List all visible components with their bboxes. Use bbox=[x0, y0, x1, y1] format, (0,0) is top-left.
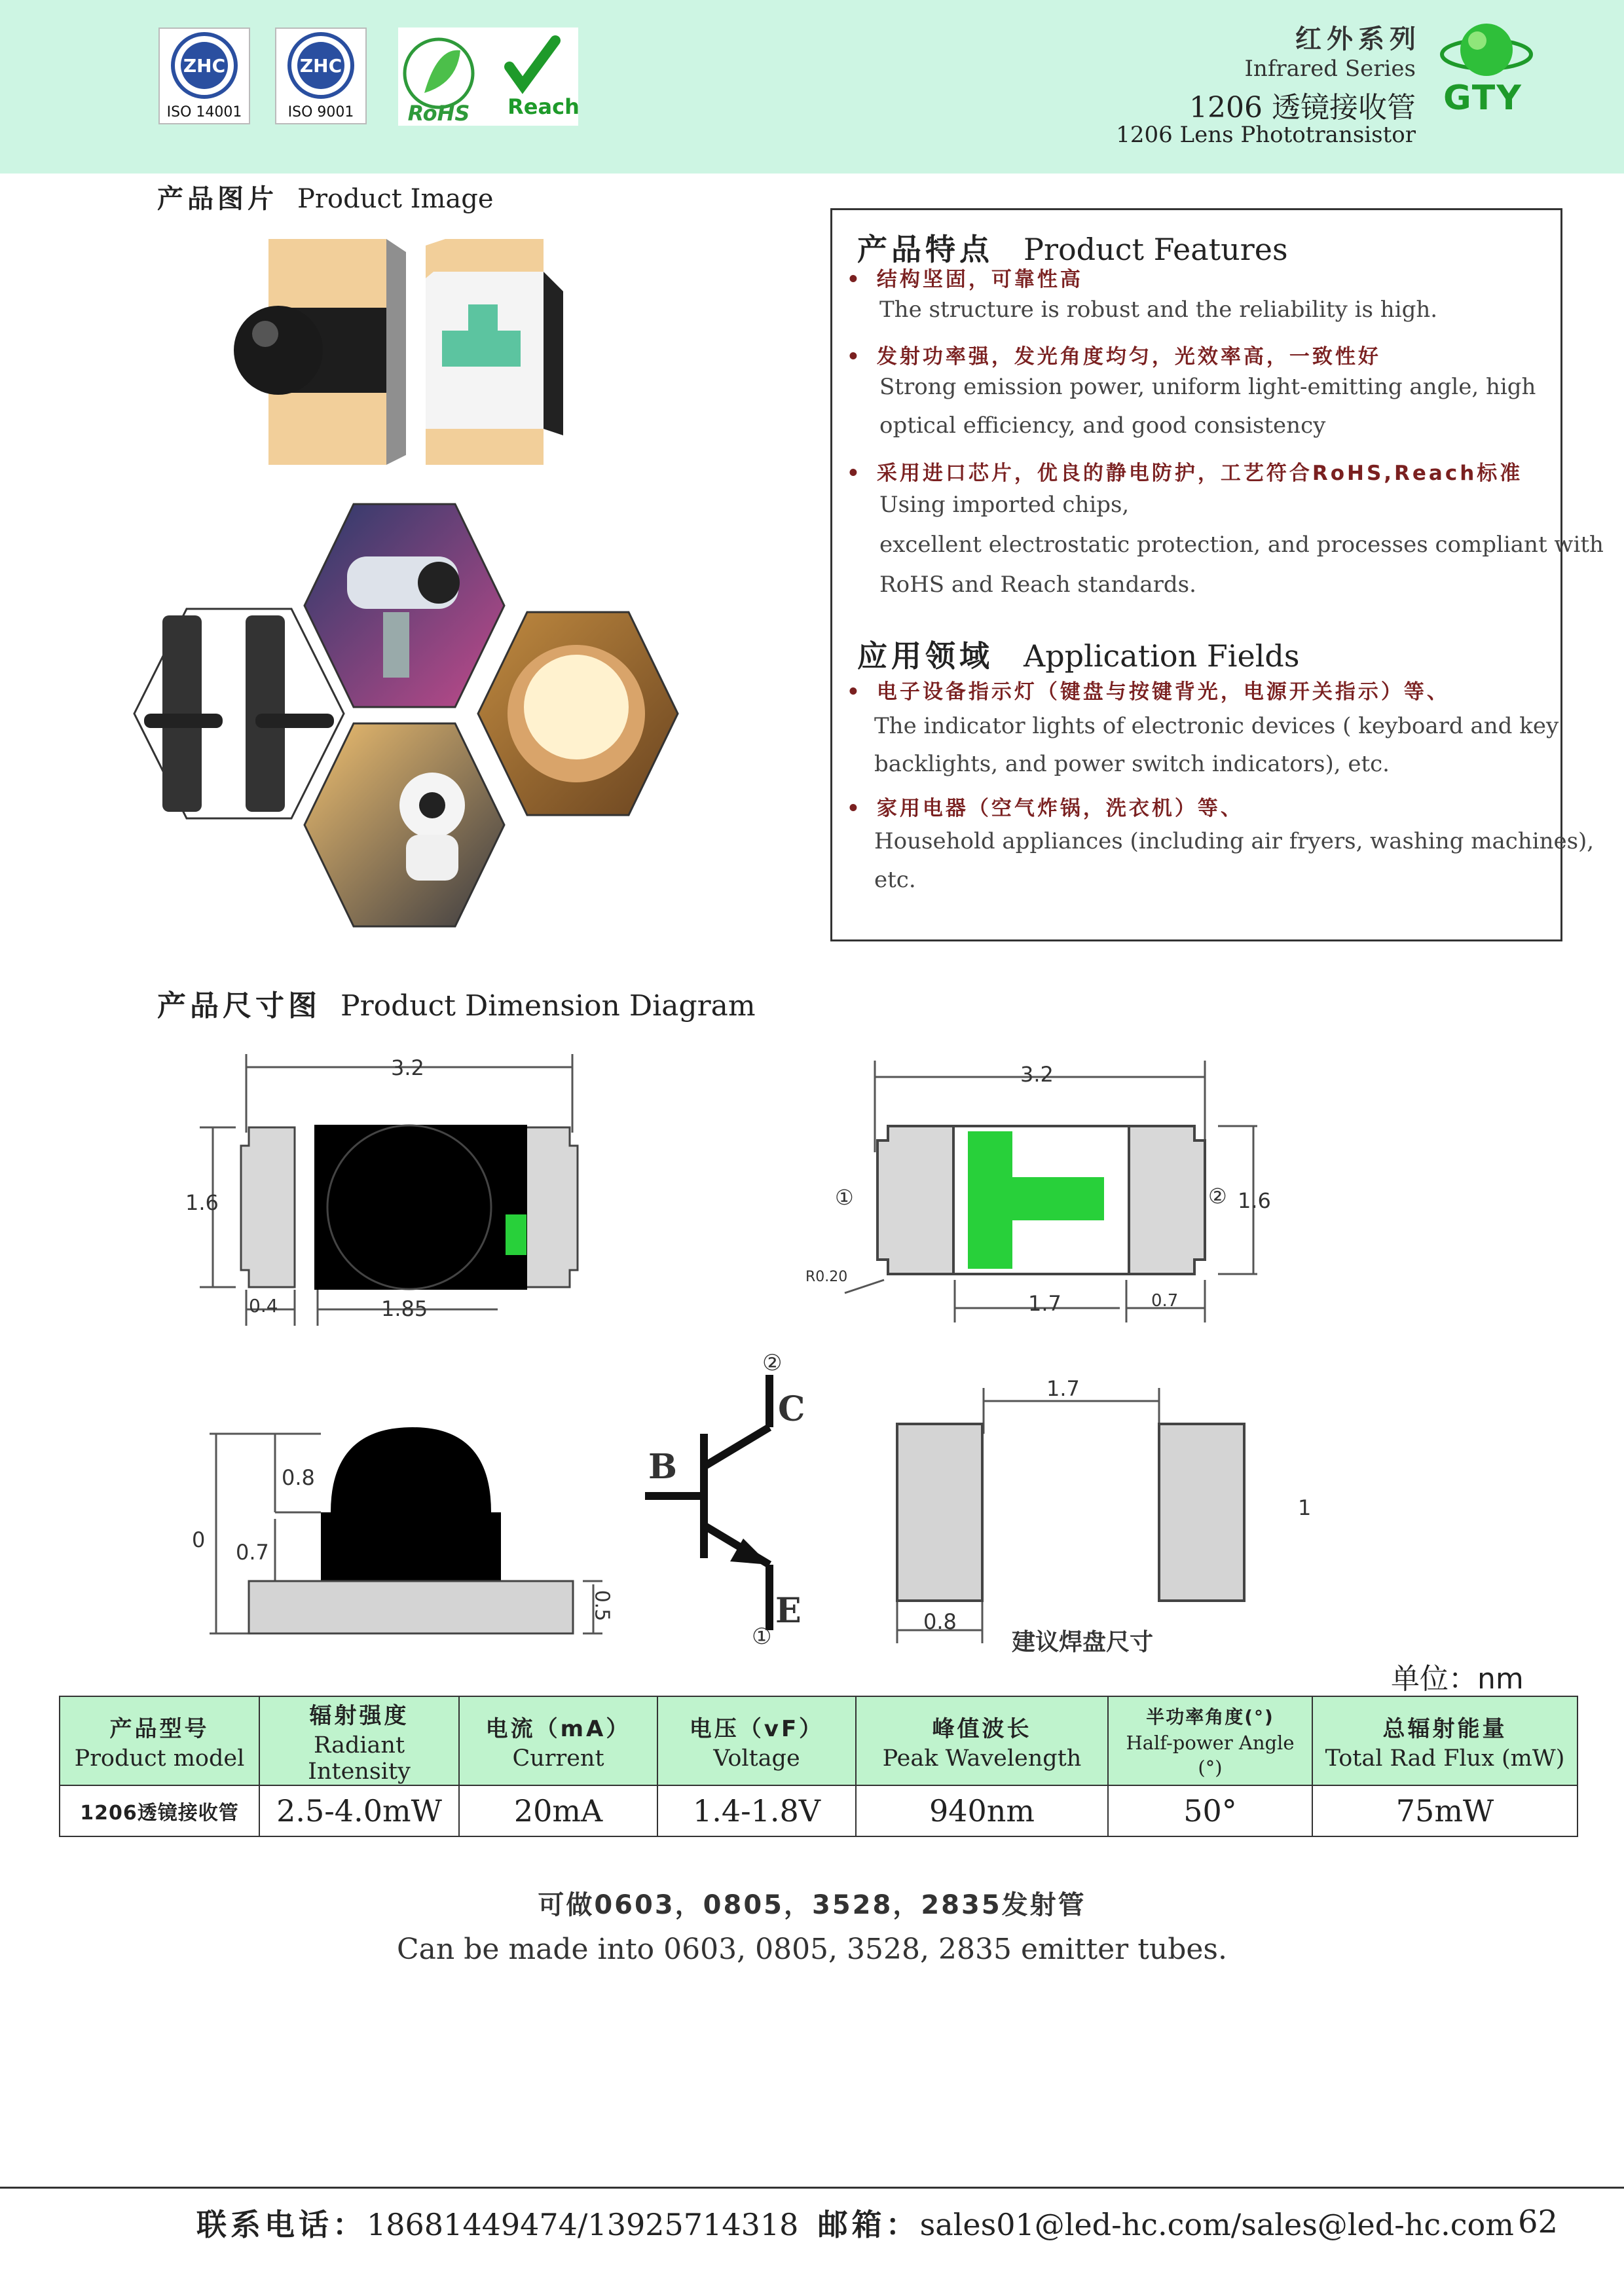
dim-width-label: 3.2 bbox=[391, 1055, 424, 1080]
product-photo bbox=[229, 232, 570, 471]
pin2-label: ② bbox=[1208, 1184, 1227, 1209]
brand-name: GTY bbox=[1443, 79, 1522, 118]
series-cn: 红外系列 bbox=[1295, 24, 1421, 54]
indoor-camera-photo bbox=[304, 723, 504, 926]
product-name-cn: 1206 透镜接收管 bbox=[1189, 91, 1416, 124]
dim-base-height-label: 0.5 bbox=[590, 1590, 614, 1622]
cert-label: ISO 14001 bbox=[166, 104, 242, 120]
dim-lens-height-label: 0.8 bbox=[282, 1465, 315, 1490]
svg-text:ZHC: ZHC bbox=[299, 55, 342, 77]
pad-height-label: 1 bbox=[1298, 1495, 1312, 1520]
pad-width-label: 0.8 bbox=[923, 1609, 957, 1634]
pad-gap-label: 1.7 bbox=[1046, 1376, 1080, 1401]
application-item-1-en: backlights, and power switch indicators), etc. bbox=[874, 751, 1390, 777]
features-title: 产品特点 Product Features bbox=[857, 232, 1288, 267]
gty-globe-logo-icon bbox=[1434, 18, 1539, 84]
application-item-1-cn: • 电子设备指示灯（键盘与按键背光，电源开关指示）等、 bbox=[847, 680, 1450, 704]
cert-label: ISO 9001 bbox=[287, 104, 354, 120]
application-item-2-en: etc. bbox=[874, 867, 916, 893]
applications-title: 应用领域 Application Fields bbox=[857, 638, 1300, 674]
product-name-en: 1206 Lens Phototransistor bbox=[1116, 122, 1416, 148]
feature-item-2-en: optical efficiency, and good consistency bbox=[879, 412, 1326, 439]
col-header-angle: 半功率角度(°) Half-power Angle (°) bbox=[1108, 1696, 1312, 1785]
table-header-row bbox=[60, 1696, 1578, 1785]
page-number: 62 bbox=[1518, 2204, 1559, 2240]
cell-current: 20mA bbox=[459, 1785, 657, 1836]
feature-item-3-en: excellent electrostatic protection, and processes compliant with bbox=[879, 532, 1604, 558]
reach-text: Reach bbox=[507, 94, 578, 119]
dim-pad-gap-label: 1.7 bbox=[1028, 1291, 1061, 1316]
zhc-logo-icon bbox=[276, 29, 365, 102]
cell-model: 1206透镜接收管 bbox=[60, 1785, 259, 1836]
cell-angle: 50° bbox=[1108, 1785, 1312, 1836]
zhc-logo-icon bbox=[160, 29, 249, 102]
feature-item-3-en: RoHS and Reach standards. bbox=[879, 572, 1196, 598]
application-item-1-en: The indicator lights of electronic devices ( keyboard and key bbox=[874, 713, 1559, 739]
symbol-emitter-label: E bbox=[775, 1591, 802, 1631]
iso14001-cert-badge bbox=[158, 27, 250, 124]
pad-layout-drawing bbox=[891, 1375, 1323, 1650]
dim-width-label: 3.2 bbox=[1020, 1062, 1054, 1087]
rohs-reach-badges bbox=[398, 27, 578, 126]
dim-radius-label: R0.20 bbox=[805, 1269, 848, 1285]
footer-divider bbox=[0, 2187, 1624, 2189]
feature-item-1-cn: • 结构坚固，可靠性高 bbox=[847, 268, 1083, 291]
product-image-title: 产品图片 Product Image bbox=[157, 184, 494, 214]
emitter-note-cn: 可做0603，0805，3528，2835发射管 bbox=[538, 1890, 1086, 1920]
rohs-text: RoHS bbox=[407, 101, 470, 126]
col-header-wavelength: 峰值波长 Peak Wavelength bbox=[856, 1696, 1108, 1785]
emitter-note-en: Can be made into 0603, 0805, 3528, 2835 emitter tubes. bbox=[397, 1933, 1227, 1966]
iso9001-cert-badge bbox=[275, 27, 367, 124]
series-en: Infrared Series bbox=[1244, 56, 1416, 82]
feature-item-2-en: Strong emission power, uniform light-emitting angle, high bbox=[879, 374, 1536, 400]
side-view-drawing bbox=[190, 1421, 635, 1643]
col-header-voltage: 电压（vF） Voltage bbox=[657, 1696, 856, 1785]
dim-height-label: 1.6 bbox=[185, 1190, 219, 1215]
cell-flux: 75mW bbox=[1312, 1785, 1578, 1836]
feature-item-3-en: Using imported chips, bbox=[879, 492, 1130, 518]
reach-check-icon bbox=[509, 41, 555, 85]
application-item-2-cn: • 家用电器（空气炸锅，洗衣机）等、 bbox=[847, 797, 1244, 820]
cell-wavelength: 940nm bbox=[856, 1785, 1108, 1836]
svg-text:ZHC: ZHC bbox=[183, 55, 226, 77]
col-header-model: 产品型号 Product model bbox=[60, 1696, 259, 1785]
unit-label: 单位：nm bbox=[1391, 1662, 1524, 1696]
top-view-drawing bbox=[183, 1048, 602, 1336]
cell-intensity: 2.5-4.0mW bbox=[259, 1785, 459, 1836]
symbol-pin2-label: ② bbox=[762, 1350, 783, 1376]
dimension-title: 产品尺寸图 Product Dimension Diagram bbox=[157, 989, 756, 1023]
dim-edge-label: 0.4 bbox=[249, 1295, 278, 1317]
table-row bbox=[60, 1785, 1578, 1836]
col-header-current: 电流（mA） Current bbox=[459, 1696, 657, 1785]
dim-total-label: 0 bbox=[192, 1527, 206, 1552]
footer-contact: 联系电话：18681449474/13925714318 邮箱：sales01@led-hc.com/sales@led-hc.com bbox=[196, 2207, 1514, 2242]
dim-lens-label: 1.85 bbox=[381, 1296, 428, 1321]
symbol-collector-label: C bbox=[778, 1389, 805, 1429]
cell-voltage: 1.4-1.8V bbox=[657, 1785, 856, 1836]
header-band bbox=[0, 0, 1624, 173]
symbol-base-label: B bbox=[648, 1447, 677, 1487]
features-box bbox=[830, 208, 1604, 941]
feature-item-2-cn: • 发射功率强，发光角度均匀，光效率高，一致性好 bbox=[847, 345, 1381, 369]
feature-item-3-cn: • 采用进口芯片，优良的静电防护，工艺符合RoHS,Reach标准 bbox=[847, 462, 1523, 485]
email-address: sales01@led-hc.com/sales@led-hc.com bbox=[919, 2207, 1514, 2242]
col-header-intensity: 辐射强度 Radiant Intensity bbox=[259, 1696, 459, 1785]
dim-height-label: 1.6 bbox=[1238, 1188, 1271, 1213]
col-header-flux: 总辐射能量 Total Rad Flux (mW) bbox=[1312, 1696, 1578, 1785]
spec-table bbox=[59, 1696, 1578, 1837]
application-photos bbox=[131, 498, 707, 943]
symbol-pin1-label: ① bbox=[752, 1624, 772, 1650]
phone-number: 18681449474/13925714318 bbox=[367, 2207, 799, 2242]
feature-item-1-en: The structure is robust and the reliability is high. bbox=[879, 297, 1438, 323]
application-item-2-en: Household appliances (including air fryers, washing machines), bbox=[874, 828, 1595, 854]
pin1-label: ① bbox=[835, 1185, 854, 1210]
dim-body-height-label: 0.7 bbox=[236, 1540, 269, 1565]
pad-caption: 建议焊盘尺寸 bbox=[1012, 1629, 1154, 1656]
dim-pad-label: 0.7 bbox=[1151, 1291, 1179, 1311]
